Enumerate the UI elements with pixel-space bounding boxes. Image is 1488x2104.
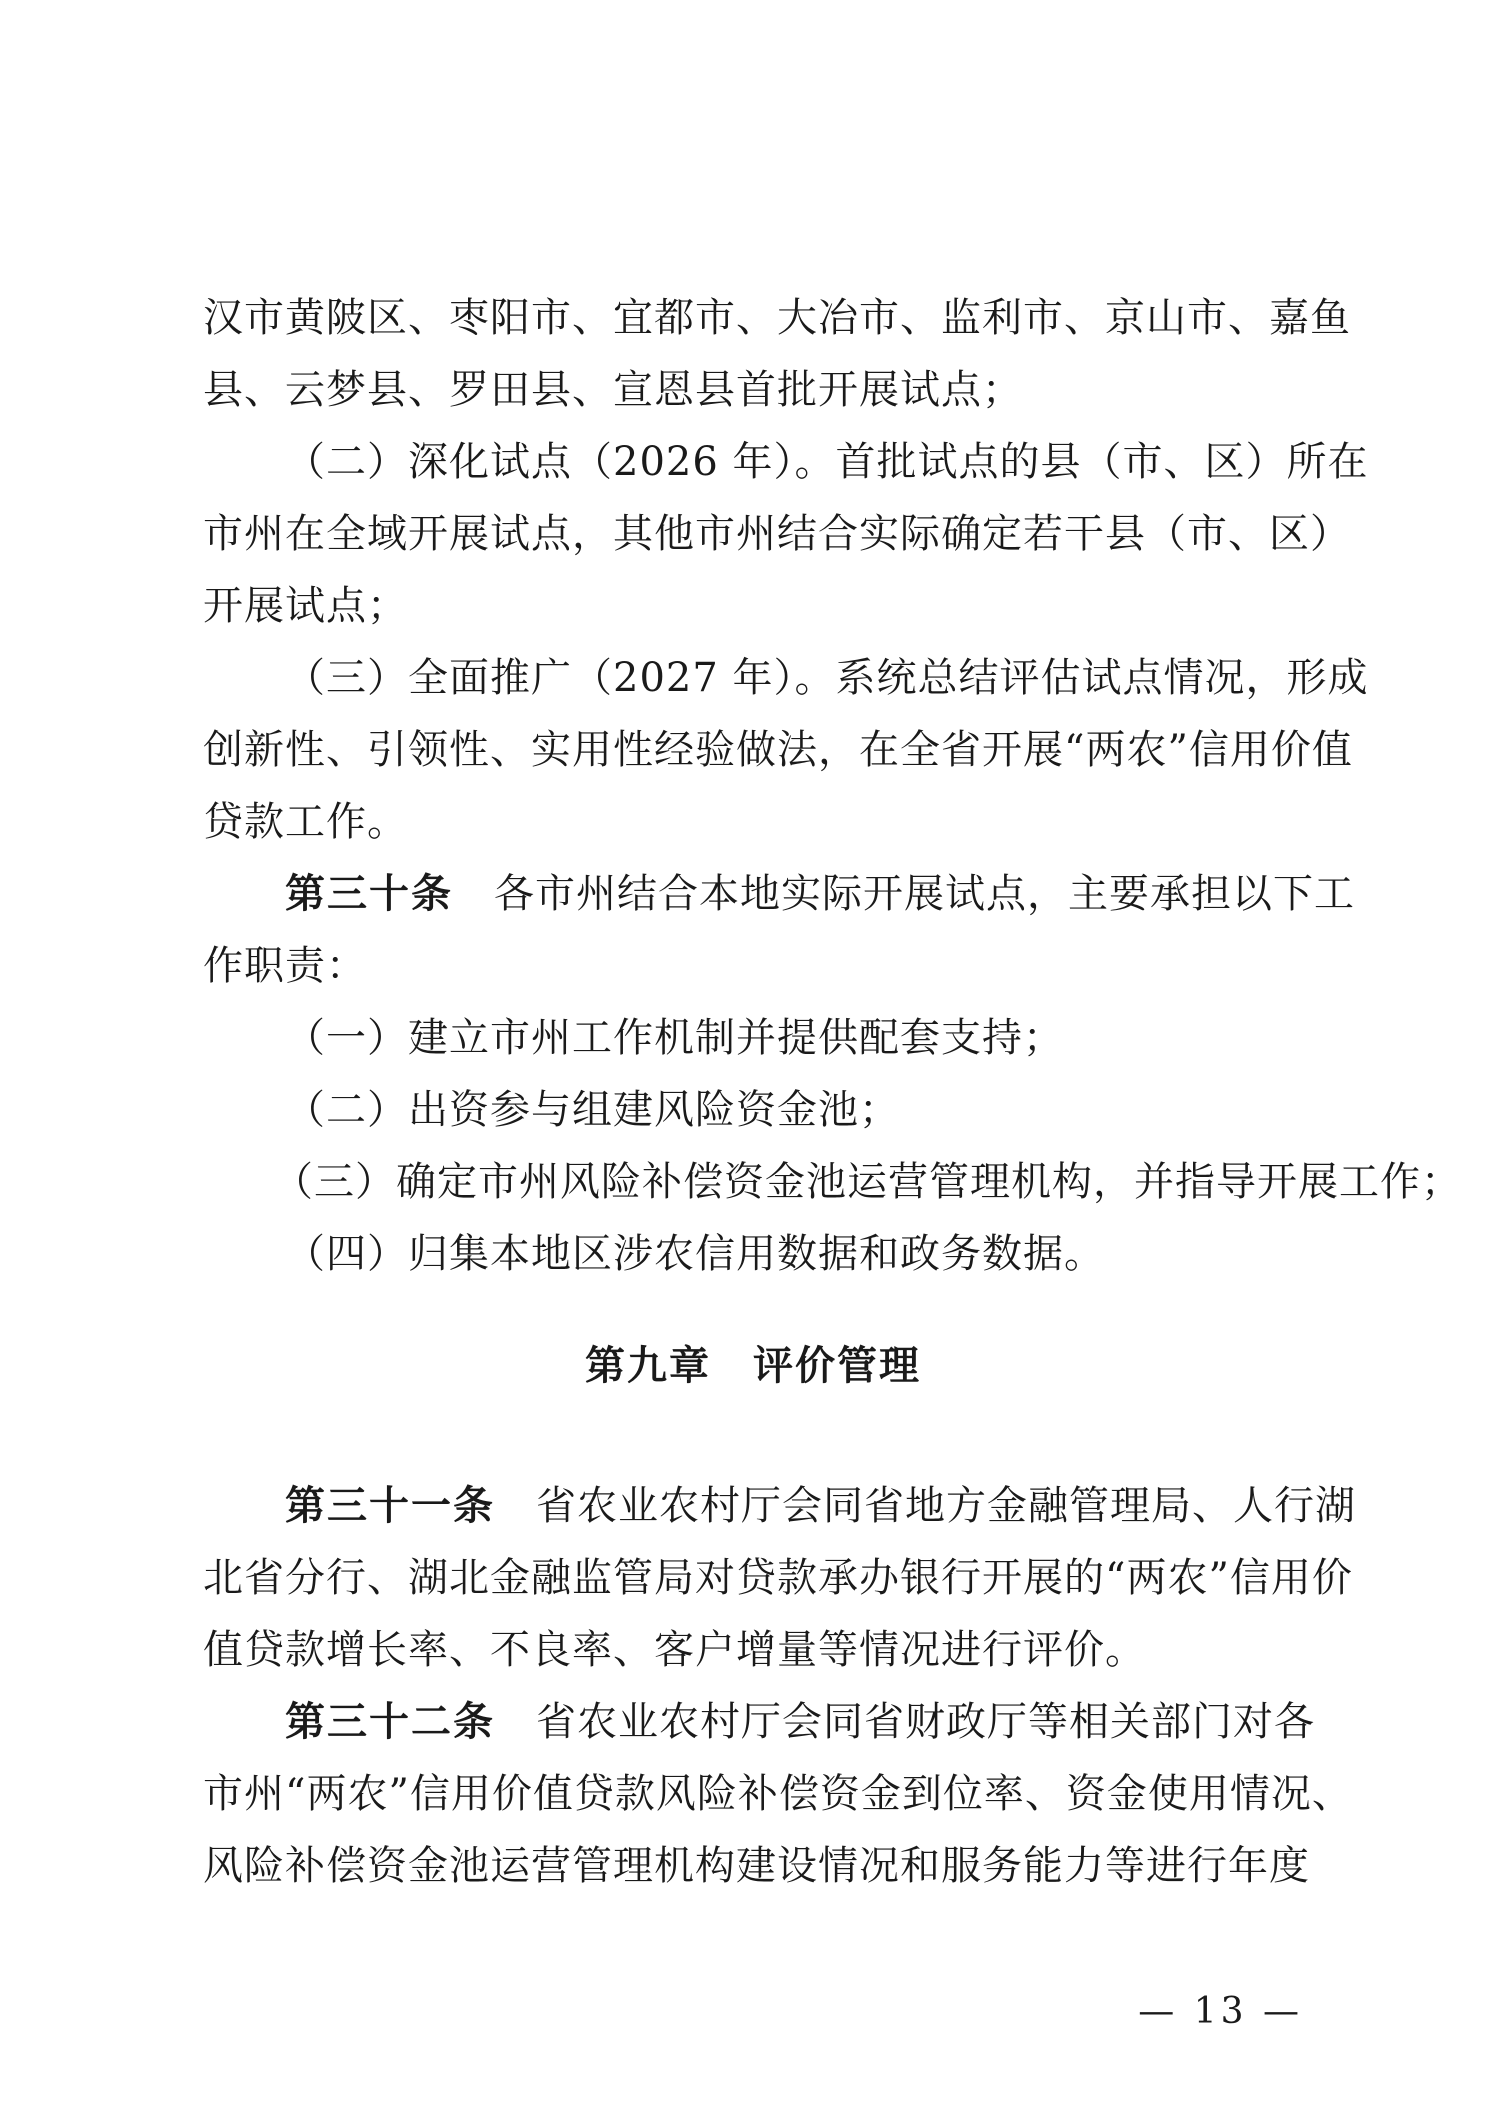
- article-30-label: 第三十条: [285, 871, 453, 917]
- article-31-heading-line: [203, 1470, 1356, 1542]
- article-32-label: 第三十二条: [285, 1699, 495, 1745]
- text-line: 市州“两农”信用价值贷款风险补偿资金到位率、资金使用情况、: [203, 1771, 1353, 1817]
- article-32-heading-line: [203, 1686, 1315, 1758]
- text-line: 北省分行、湖北金融监管局对贷款承办银行开展的“两农”信用价: [203, 1555, 1353, 1601]
- document-body: [203, 282, 1462, 1902]
- text-line: 市州在全域开展试点，其他市州结合实际确定若干县（市、区）: [203, 511, 1351, 557]
- text-line: 作职责：: [203, 943, 367, 989]
- page-number: — 13 —: [1138, 1991, 1303, 2032]
- text-line: 县、云梦县、罗田县、宣恩县首批开展试点；: [203, 367, 1023, 413]
- text-line: 贷款工作。: [203, 799, 408, 845]
- text-line: （三）全面推广（2027 年）。系统总结评估试点情况，形成: [285, 655, 1369, 701]
- article-32-text: 省农业农村厅会同省财政厅等相关部门对各: [536, 1699, 1315, 1745]
- chapter-title: 第九章 评价管理: [585, 1343, 921, 1389]
- list-item: （三）确定市州风险补偿资金池运营管理机构，并指导开展工作；: [273, 1159, 1462, 1205]
- text-line: 汉市黄陂区、枣阳市、宜都市、大冶市、监利市、京山市、嘉鱼: [203, 295, 1351, 341]
- article-30-text: 各市州结合本地实际开展试点，主要承担以下工: [494, 871, 1355, 917]
- article-31-label: 第三十一条: [285, 1483, 495, 1529]
- text-line: 值贷款增长率、不良率、客户增量等情况进行评价。: [203, 1627, 1146, 1673]
- text-line: 创新性、引领性、实用性经验做法，在全省开展“两农”信用价值: [203, 727, 1353, 773]
- text-line: 风险补偿资金池运营管理机构建设情况和服务能力等进行年度: [203, 1843, 1310, 1889]
- list-item: （四）归集本地区涉农信用数据和政务数据。: [285, 1231, 1105, 1277]
- text-line: （二）深化试点（2026 年）。首批试点的县（市、区）所在: [285, 439, 1369, 485]
- article-30-heading-line: [203, 858, 1355, 930]
- list-item: （一）建立市州工作机制并提供配套支持；: [285, 1015, 1064, 1061]
- text-line: 开展试点；: [203, 583, 408, 629]
- list-item: （二）出资参与组建风险资金池；: [285, 1087, 900, 1133]
- article-31-text: 省农业农村厅会同省地方金融管理局、人行湖: [536, 1483, 1356, 1529]
